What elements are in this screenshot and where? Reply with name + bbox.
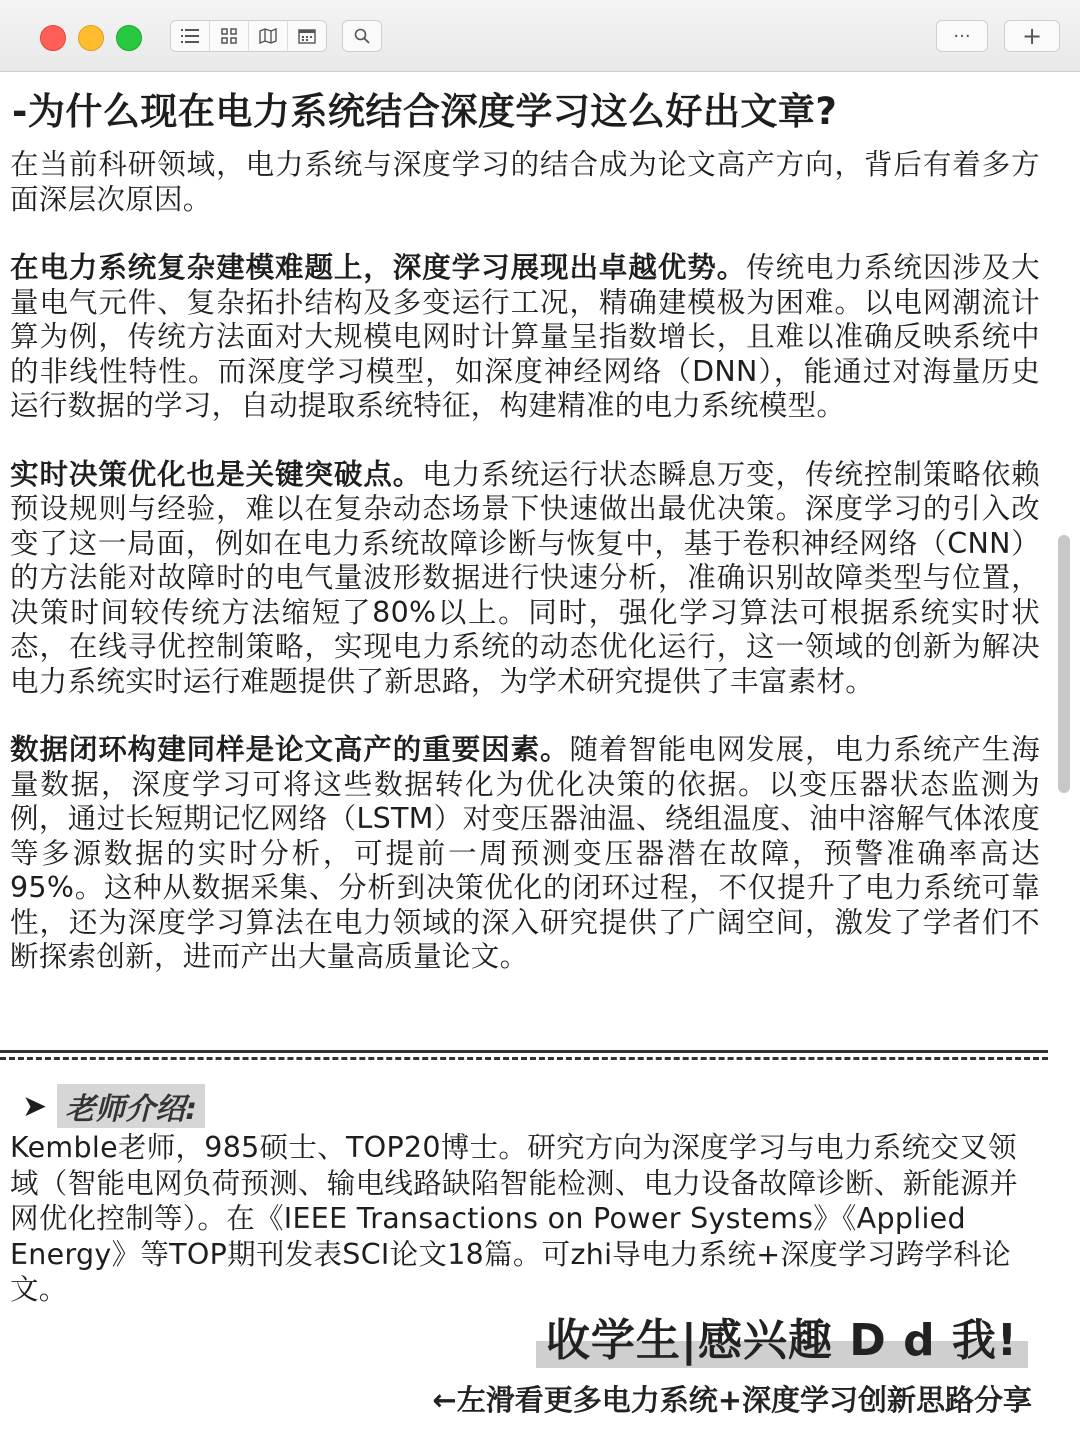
teacher-intro-label: 老师介绍: bbox=[57, 1084, 205, 1128]
more-icon: ··· bbox=[953, 25, 971, 47]
data-loop-paragraph bbox=[10, 733, 1040, 975]
close-window-button[interactable] bbox=[40, 25, 66, 51]
decision-text: 电力系统运行状态瞬息万变，传统控制策略依赖预设规则与经验，难以在复杂动态场景下快速做出最优决策。深度学习的引入改变了这一局面，例如在电力系统故障诊断与恢复中，基于卷积神经网络（CNN）的方法能对故障时的电气量波形数据进行快速分析，准确识别故障类型与位置，决策时间较传统方法缩短了80%以上。同时，强化学习算法可根据系统实时状态，在线寻优控制策略，实现电力系统的动态优化运行，这一领域的创新为解决电力系统实时运行难题提供了新思路，为学术研究提供了丰富素材。 bbox=[10, 457, 1040, 698]
map-view-button[interactable] bbox=[249, 21, 288, 51]
intro-paragraph bbox=[10, 148, 1040, 217]
call-to-action: 收学生|感兴趣 D d 我! bbox=[536, 1304, 1028, 1368]
data-loop-text: 随着智能电网发展，电力系统产生海量数据，深度学习可将这些数据转化为优化决策的依据。以变压器状态监测为例，通过长短期记忆网络（LSTM）对变压器油温、绕组温度、油中溶解气体浓度等多源数据的实时分析，可提前一周预测变压器潜在故障，预警准确率高达95%。这种从数据采集、分析到决策优化的闭环过程，不仅提升了电力系统可靠性，还为深度学习算法在电力领域的深入研究提供了广阔空间，激发了学者们不断探索创新，进而产出大量高质量论文。 bbox=[10, 733, 1041, 974]
minimize-window-button[interactable] bbox=[78, 25, 104, 51]
teacher-intro-section bbox=[10, 1084, 1040, 1308]
window-titlebar bbox=[0, 0, 1080, 72]
search-icon bbox=[354, 28, 370, 44]
plus-icon: + bbox=[1021, 22, 1043, 50]
section-divider bbox=[0, 1050, 1048, 1060]
add-button[interactable] bbox=[1004, 20, 1060, 52]
teacher-intro-text: Kemble老师，985硕士、TOP20博士。研究方向为深度学习与电力系统交叉领域（智能电网负荷预测、输电线路缺陷智能检测、电力设备故障诊断、新能源并网优化控制等）。在《IEEE Transactions on Power Systems》《Applied Energy》等TOP期刊发表SCI论文18篇。可zhi导电力系统+深度学习跨学科论文。 bbox=[10, 1131, 1019, 1306]
divider-dashed-line bbox=[0, 1057, 1048, 1060]
decision-heading: 实时决策优化也是关键突破点。 bbox=[10, 457, 423, 491]
decision-paragraph bbox=[10, 458, 1040, 700]
calendar-icon bbox=[298, 28, 316, 44]
modeling-heading: 在电力系统复杂建模难题上，深度学习展现出卓越优势。 bbox=[10, 251, 747, 285]
intro-text: 在当前科研领域，电力系统与深度学习的结合成为论文高产方向，背后有着多方面深层次原因。 bbox=[10, 148, 1040, 216]
modeling-paragraph bbox=[10, 251, 1040, 424]
swipe-hint: ←左滑看更多电力系统+深度学习创新思路分享 bbox=[432, 1383, 1032, 1417]
list-icon bbox=[181, 29, 199, 43]
view-mode-group bbox=[170, 20, 327, 52]
search-button[interactable] bbox=[342, 20, 382, 52]
calendar-view-button[interactable] bbox=[288, 21, 326, 51]
grid-view-button[interactable] bbox=[210, 21, 249, 51]
article-title: -为什么现在电力系统结合深度学习这么好出文章? bbox=[12, 90, 838, 133]
grid-icon bbox=[221, 28, 237, 44]
article-body bbox=[10, 90, 1040, 1009]
vertical-scrollbar[interactable] bbox=[1058, 535, 1070, 793]
more-options-button[interactable] bbox=[936, 20, 988, 52]
data-loop-heading: 数据闭环构建同样是论文高产的重要因素。 bbox=[10, 733, 570, 767]
divider-solid-line bbox=[0, 1050, 1048, 1053]
modeling-text: 传统电力系统因涉及大量电气元件、复杂拓扑结构及多变运行工况，精确建模极为困难。以电网潮流计算为例，传统方法面对大规模电网时计算量呈指数增长，且难以准确反映系统中的非线性特性。而深度学习模型，如深度神经网络（DNN），能通过对海量历史运行数据的学习，自动提取系统特征，构建精准的电力系统模型。 bbox=[10, 251, 1040, 423]
map-icon bbox=[259, 28, 277, 44]
teacher-intro-header bbox=[22, 1084, 1040, 1128]
zoom-window-button[interactable] bbox=[116, 25, 142, 51]
list-view-button[interactable] bbox=[171, 21, 210, 51]
arrow-right-icon: ➤ bbox=[22, 1088, 48, 1124]
